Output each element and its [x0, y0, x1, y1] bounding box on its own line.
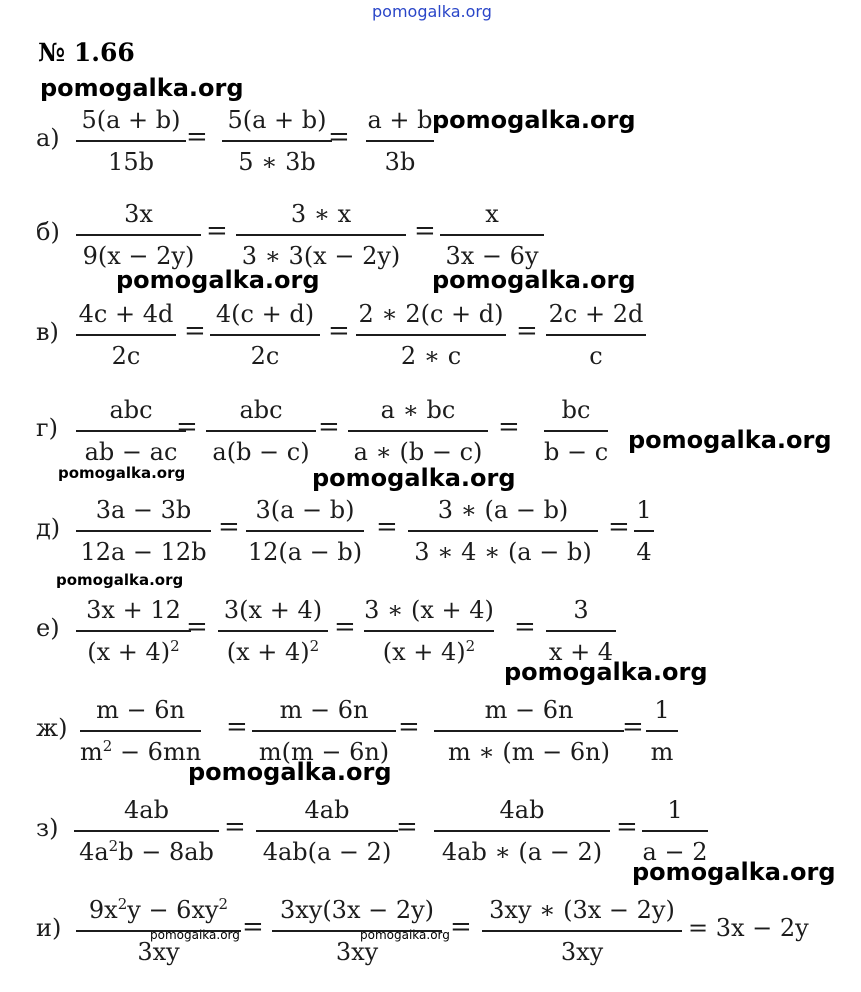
fraction — [236, 194, 406, 276]
denominator: a(b − c) — [212, 438, 310, 466]
fraction — [76, 590, 191, 672]
fraction — [544, 390, 608, 472]
numerator: bc — [561, 396, 591, 424]
fraction — [546, 590, 616, 672]
watermark: pomogalka.org — [432, 266, 636, 294]
watermark: pomogalka.org — [628, 426, 832, 454]
denominator: 3 ∗ 3(x − 2y) — [241, 242, 401, 270]
denominator: x + 4 — [548, 638, 614, 666]
fraction — [76, 490, 211, 572]
fraction — [642, 790, 708, 872]
numerator: 2 ∗ 2(c + d) — [358, 300, 504, 328]
watermark: pomogalka.org — [360, 928, 450, 942]
equals-sign: = — [450, 912, 472, 942]
equals-sign: = — [186, 612, 208, 642]
numerator: 1 — [654, 696, 670, 724]
numerator: abc — [239, 396, 283, 424]
denominator: 15b — [108, 148, 154, 176]
numerator: a ∗ bc — [380, 396, 456, 424]
numerator: 3 ∗ (a − b) — [437, 496, 569, 524]
numerator: 3(x + 4) — [223, 596, 323, 624]
denominator: b − c — [544, 438, 609, 466]
denominator: 4ab(a − 2) — [262, 838, 392, 866]
watermark: pomogalka.org — [58, 464, 186, 482]
numerator: 3xy(3x − 2y) — [279, 896, 435, 924]
equals-sign: = — [376, 512, 398, 542]
numerator: 3x — [124, 200, 153, 228]
equals-sign: = — [498, 412, 520, 442]
equals-sign: = — [176, 412, 198, 442]
denominator: 3b — [384, 148, 416, 176]
numerator: 3 ∗ (x + 4) — [364, 596, 494, 624]
numerator: 3x + 12 — [86, 596, 181, 624]
equals-sign: = — [514, 612, 536, 642]
denominator: 2c — [250, 342, 280, 370]
denominator: 12a − 12b — [80, 538, 207, 566]
numerator: 4ab — [124, 796, 169, 824]
fraction — [76, 390, 186, 472]
denominator: m — [650, 738, 674, 766]
fraction — [252, 690, 396, 772]
fraction — [634, 490, 654, 572]
fraction — [272, 890, 442, 972]
fraction — [76, 890, 241, 972]
equals-sign: = — [328, 316, 350, 346]
numerator: $9x^2y - 6xy^2$ — [88, 895, 229, 924]
equals-sign: = — [622, 712, 644, 742]
numerator: 4ab — [499, 796, 545, 824]
equals-sign: = — [242, 912, 264, 942]
fraction — [218, 590, 328, 672]
fraction — [222, 100, 332, 182]
equals-sign: = — [328, 122, 350, 152]
fraction — [74, 790, 219, 872]
equals-sign: = — [616, 812, 638, 842]
item-label: в) — [36, 318, 59, 346]
exercise-number: № 1.66 — [38, 38, 135, 67]
fraction — [434, 790, 610, 872]
numerator: 1 — [667, 796, 683, 824]
denominator: a ∗ (b − c) — [353, 438, 483, 466]
denominator: 2 ∗ c — [400, 342, 462, 370]
watermark: pomogalka.org — [504, 658, 708, 686]
equals-sign: = — [414, 216, 436, 246]
equals-sign: = — [218, 512, 240, 542]
fraction — [348, 390, 488, 472]
fraction — [246, 490, 364, 572]
fraction — [80, 690, 201, 772]
equals-sign: = — [226, 712, 248, 742]
denominator: $m^2 - 6mn$ — [80, 737, 202, 766]
numerator: 4(c + d) — [215, 300, 315, 328]
fraction — [256, 790, 398, 872]
item-label: ж) — [36, 714, 68, 742]
equals-sign: = — [184, 316, 206, 346]
denominator: $(x + 4)^2$ — [382, 637, 476, 666]
watermark: pomogalka.org — [188, 758, 392, 786]
numerator: 4c + 4d — [78, 300, 174, 328]
fraction — [206, 390, 316, 472]
item-label: г) — [36, 414, 58, 442]
watermark: pomogalka.org — [312, 464, 516, 492]
numerator: 1 — [636, 496, 652, 524]
item-label: е) — [36, 614, 60, 642]
fraction — [482, 890, 682, 972]
equals-sign: = — [396, 812, 418, 842]
equals-sign: = — [206, 216, 228, 246]
equals-sign: = — [516, 316, 538, 346]
numerator: m − 6n — [484, 696, 574, 724]
equals-sign: = — [186, 122, 208, 152]
result: = 3x − 2y — [688, 914, 809, 942]
numerator: abc — [109, 396, 153, 424]
fraction — [76, 194, 201, 276]
watermark: pomogalka.org — [116, 266, 320, 294]
numerator: x — [485, 200, 499, 228]
denominator: 12(a − b) — [247, 538, 363, 566]
numerator: 2c + 2d — [548, 300, 644, 328]
fraction — [440, 194, 544, 276]
fraction — [546, 294, 646, 376]
numerator: 3 — [573, 596, 589, 624]
numerator: 3a − 3b — [95, 496, 192, 524]
numerator: m − 6n — [279, 696, 369, 724]
denominator: 3xy — [560, 938, 604, 966]
fraction — [646, 690, 678, 772]
denominator: 3x − 6y — [445, 242, 539, 270]
numerator: 4ab — [304, 796, 350, 824]
denominator: 4 — [636, 538, 652, 566]
watermark-top: pomogalka.org — [372, 2, 492, 21]
denominator: m(m − 6n) — [258, 738, 390, 766]
denominator: 3 ∗ 4 ∗ (a − b) — [414, 538, 592, 566]
numerator: 3 ∗ x — [290, 200, 352, 228]
denominator: a − 2 — [642, 838, 708, 866]
watermark: pomogalka.org — [632, 858, 836, 886]
denominator: c — [589, 342, 603, 370]
fraction — [408, 490, 598, 572]
denominator: 2c — [111, 342, 141, 370]
denominator: 4ab ∗ (a − 2) — [441, 838, 603, 866]
fraction — [364, 590, 494, 672]
numerator: 5(a + b) — [227, 106, 327, 134]
fraction — [210, 294, 320, 376]
denominator: $(x + 4)^2$ — [87, 637, 180, 666]
denominator: $(x + 4)^2$ — [226, 637, 320, 666]
watermark: pomogalka.org — [432, 106, 636, 134]
watermark: pomogalka.org — [150, 928, 240, 942]
item-label: д) — [36, 514, 61, 542]
denominator: 3xy — [137, 938, 180, 966]
item-label: и) — [36, 914, 62, 942]
fraction — [76, 100, 186, 182]
numerator: 5(a + b) — [81, 106, 181, 134]
fraction — [434, 690, 624, 772]
watermark: pomogalka.org — [56, 571, 184, 589]
numerator: 3xy ∗ (3x − 2y) — [489, 896, 675, 924]
equals-sign: = — [398, 712, 420, 742]
numerator: 3(a − b) — [255, 496, 355, 524]
denominator: m ∗ (m − 6n) — [448, 738, 610, 766]
equals-sign: = — [608, 512, 630, 542]
denominator: ab − ac — [84, 438, 178, 466]
denominator: 5 ∗ 3b — [238, 148, 316, 176]
item-label: б) — [36, 218, 60, 246]
watermark: pomogalka.org — [40, 74, 244, 102]
numerator: m − 6n — [96, 696, 186, 724]
fraction — [76, 294, 176, 376]
denominator: $4a^2b - 8ab$ — [79, 837, 214, 866]
equals-sign: = — [318, 412, 340, 442]
denominator: 9(x − 2y) — [82, 242, 195, 270]
fraction — [366, 100, 434, 182]
numerator: a + b — [367, 106, 433, 134]
equals-sign: = — [334, 612, 356, 642]
denominator: 3xy — [335, 938, 379, 966]
equals-sign: = — [224, 812, 246, 842]
item-label: а) — [36, 124, 60, 152]
fraction — [356, 294, 506, 376]
item-label: з) — [36, 814, 59, 842]
